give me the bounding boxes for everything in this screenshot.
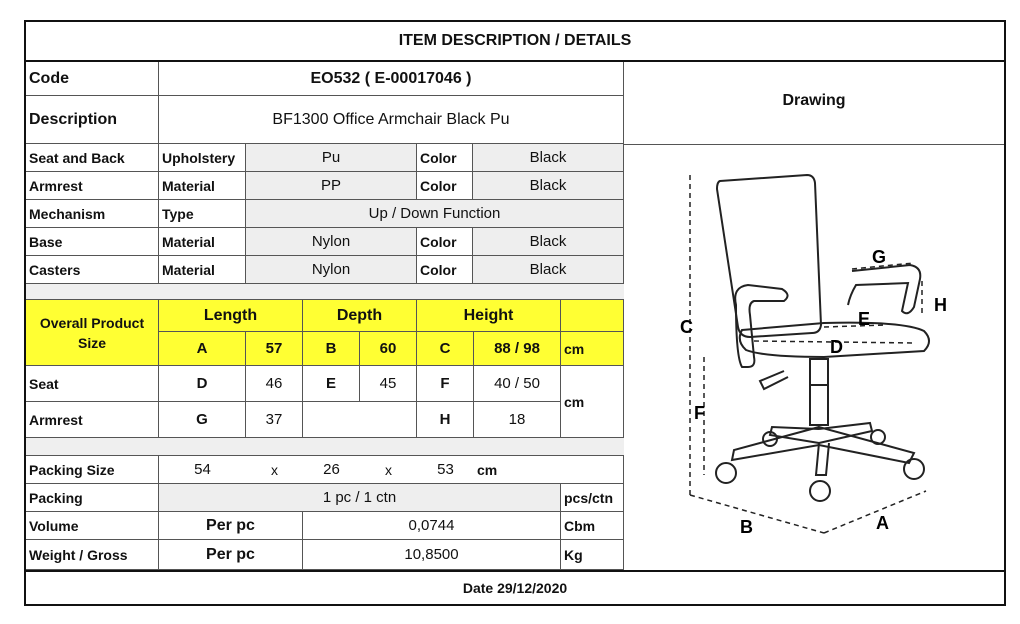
unit-header-empty	[561, 300, 624, 332]
dimension-label-b: B	[740, 517, 753, 537]
overall-unit: cm	[561, 332, 624, 366]
material-value: Pu	[246, 144, 417, 172]
material-color-label: Color	[417, 228, 473, 256]
code-label: Code	[26, 62, 159, 96]
dim-letter-e: E	[303, 366, 360, 402]
material-attr: Material	[159, 228, 246, 256]
volume-unit: Cbm	[561, 512, 624, 540]
dim-value-height: 88 / 98	[474, 332, 561, 366]
weight-per: Per pc	[159, 540, 303, 570]
seat-label: Seat	[26, 366, 159, 402]
material-part: Base	[26, 228, 159, 256]
dim-value-h: 18	[474, 402, 561, 438]
chair-drawing	[624, 145, 1006, 570]
dimension-label-c: C	[680, 317, 693, 337]
dim-value-g: 37	[246, 402, 303, 438]
dim-value-e: 45	[360, 366, 417, 402]
material-color-label: Color	[417, 256, 473, 284]
weight-value: 10,8500	[303, 540, 561, 570]
material-color: Black	[473, 228, 624, 256]
dim-letter-b: B	[303, 332, 360, 366]
chair-diagram	[624, 145, 1006, 570]
dim-value-d: 46	[246, 366, 303, 402]
sheet-title: ITEM DESCRIPTION / DETAILS	[26, 22, 1004, 62]
material-attr: Material	[159, 256, 246, 284]
weight-unit: Kg	[561, 540, 624, 570]
seat-armrest-unit: cm	[561, 366, 624, 438]
dim-letter-f: F	[417, 366, 474, 402]
material-value: Nylon	[246, 228, 417, 256]
volume-label: Volume	[26, 512, 159, 540]
material-color: Black	[473, 256, 624, 284]
packing-length: 54	[159, 456, 246, 484]
material-value: PP	[246, 172, 417, 200]
dim-value-f: 40 / 50	[474, 366, 561, 402]
material-value: Up / Down Function	[246, 200, 624, 228]
dimension-label-g: G	[872, 247, 887, 267]
dim-letter-d: D	[159, 366, 246, 402]
dim-letter-a: A	[159, 332, 246, 366]
dimension-label-a: A	[876, 513, 889, 533]
material-color-label: Color	[417, 172, 473, 200]
packing-x: x	[246, 456, 303, 484]
depth-header: Depth	[303, 300, 417, 332]
dimension-label-e: E	[858, 309, 871, 329]
overall-size-label: Overall Product Size	[26, 300, 159, 366]
dim-letter-g: G	[159, 402, 246, 438]
code-value: EO532 ( E-00017046 )	[159, 62, 624, 96]
material-part: Armrest	[26, 172, 159, 200]
drawing-label: Drawing	[624, 62, 1004, 145]
length-header: Length	[159, 300, 303, 332]
packing-width: 26	[303, 456, 360, 484]
description-label: Description	[26, 96, 159, 144]
chair-outline	[716, 175, 929, 501]
dimension-label-h: H	[934, 295, 947, 315]
volume-value: 0,0744	[303, 512, 561, 540]
material-attr: Type	[159, 200, 246, 228]
height-header: Height	[417, 300, 561, 332]
packing-value: 1 pc / 1 ctn	[159, 484, 561, 512]
packing-size-label: Packing Size	[26, 456, 159, 484]
packing-size-unit: cm	[474, 456, 624, 484]
material-part: Mechanism	[26, 200, 159, 228]
dim-letter-c: C	[417, 332, 474, 366]
weight-label: Weight / Gross	[26, 540, 159, 570]
material-value: Nylon	[246, 256, 417, 284]
dimension-label-d: D	[830, 337, 843, 357]
packing-unit: pcs/ctn	[561, 484, 624, 512]
dim-letter-h: H	[417, 402, 474, 438]
description-value: BF1300 Office Armchair Black Pu	[159, 96, 624, 144]
volume-per: Per pc	[159, 512, 303, 540]
dim-value-depth: 60	[360, 332, 417, 366]
packing-label: Packing	[26, 484, 159, 512]
dimension-label-f: F	[694, 403, 705, 423]
material-color: Black	[473, 144, 624, 172]
dim-value-length: 57	[246, 332, 303, 366]
armrest-label: Armrest	[26, 402, 159, 438]
material-color: Black	[473, 172, 624, 200]
packing-x: x	[360, 456, 417, 484]
material-attr: Upholstery	[159, 144, 246, 172]
separator	[26, 284, 624, 300]
material-part: Casters	[26, 256, 159, 284]
separator	[26, 438, 624, 456]
material-color-label: Color	[417, 144, 473, 172]
date-footer: Date 29/12/2020	[26, 570, 1004, 604]
armrest-empty	[303, 402, 417, 438]
packing-height: 53	[417, 456, 474, 484]
material-part: Seat and Back	[26, 144, 159, 172]
material-attr: Material	[159, 172, 246, 200]
